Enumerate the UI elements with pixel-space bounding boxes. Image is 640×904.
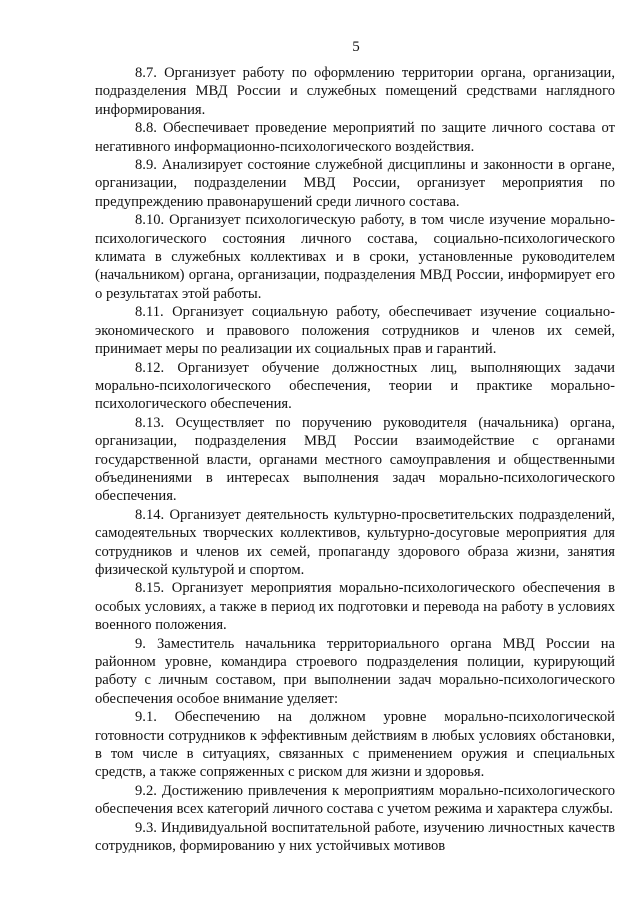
paragraph-8-8: 8.8. Обеспечивает проведение мероприятий по защите личного состава от негативного информационно-психологического воздействия.: [95, 120, 615, 155]
paragraph-9-2: 9.2. Достижению привлечения к мероприятиям морально-психологического обеспечения всех категорий личного состава с учетом режима и характера службы.: [95, 782, 615, 818]
document-body: [95, 64, 615, 855]
paragraph-8-11: 8.11. Организует социальную работу, обеспечивает изучение социально-экономического и правового положения сотрудников и членов их семей, принимает меры по реализации их социальных прав и гарантий.: [95, 304, 615, 358]
paragraph-8-9: 8.9. Анализирует состояние служебной дисциплины и законности в органе, организации, подразделении МВД России, организует мероприятия по предупреждению правонарушений среди личного состава.: [95, 157, 615, 210]
paragraph-8-12: 8.12. Организует обучение должностных лиц, выполняющих задачи морально-психологического обеспечения, теории и практике морально-психологического обеспечения.: [95, 359, 615, 413]
paragraph-8-10: 8.10. Организует психологическую работу, в том числе изучение морально-психологического состояния личного состава, социально-психологического климата в служебных коллективах и в сроки, установленные руководителем (начальником) органа, организации, подразделения МВД России, информирует его о результатах этой работы.: [95, 212, 615, 302]
paragraph-9-1: 9.1. Обеспечению на должном уровне морально-психологической готовности сотрудников к эффективным действиям в любых условиях обстановки, в том числе в ситуациях, связанных с применением оружия и специальных средств, а также сопряженных с риском для жизни и здоровья.: [95, 709, 615, 781]
paragraph-8-13: 8.13. Осуществляет по поручению руководителя (начальника) органа, организации, подразделения МВД России взаимодействие с органами государственной власти, органами местного самоуправления и общественными объединениями в интересах выполнения задач морально-психологического обеспечения.: [95, 414, 615, 505]
paragraph-8-15: 8.15. Организует мероприятия морально-психологического обеспечения в особых условиях, а также в период их подготовки и перевода на работу в условиях военного положения.: [95, 580, 615, 634]
page-number: 5: [352, 39, 360, 55]
paragraph-9-3: 9.3. Индивидуальной воспитательной работе, изучению личностных качеств сотрудников, формированию у них устойчивых мотивов: [95, 819, 615, 855]
paragraph-8-7: 8.7. Организует работу по оформлению территории органа, организации, подразделения МВД России и служебных помещений средствами наглядного информирования.: [95, 65, 615, 118]
paragraph-8-14: 8.14. Организует деятельность культурно-просветительских подразделений, самодеятельных творческих коллективов, культурно-досуговые мероприятия для сотрудников и членов их семей, пропаганду здорового образа жизни, занятия физической культурой и спортом.: [95, 506, 615, 578]
paragraph-9: 9. Заместитель начальника территориального органа МВД России на районном уровне, командира строевого подразделения полиции, курирующий работу с личным составом, при выполнении задач морально-психологического обеспечения особое внимание уделяет:: [95, 635, 615, 707]
